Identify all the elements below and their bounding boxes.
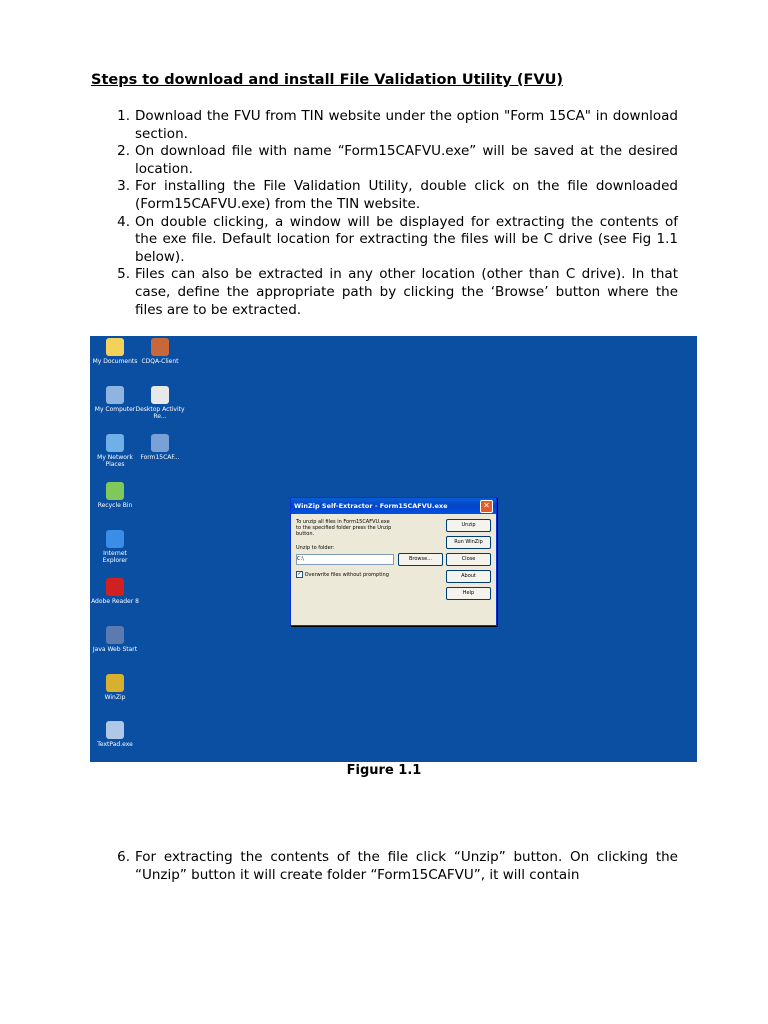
page-heading: Steps to download and install File Validation Utility (FVU): [91, 72, 564, 88]
figure-desktop-screenshot: [90, 336, 697, 762]
step-item: [108, 108, 678, 143]
recycle-bin-icon: [106, 482, 124, 500]
desktop-icon-label: My Network Places: [97, 454, 133, 468]
desktop-icon-my-network-places[interactable]: [90, 434, 140, 468]
desktop-icon-recycle-bin[interactable]: [90, 482, 140, 509]
desktop-icon-cdqa-client[interactable]: [135, 338, 185, 365]
step-text: For extracting the contents of the file click “Unzip” button. On clicking the “Unzip” button it will create folder “Form15CAFVU”, it will contain: [135, 849, 678, 883]
dialog-title: WinZip Self-Extractor - Form15CAFVU.exe: [294, 502, 448, 510]
desktop-icon-label: Form15CAF...: [140, 454, 180, 461]
overwrite-checkbox[interactable]: ✓: [297, 571, 302, 577]
desktop-icon-java-web-start[interactable]: [90, 626, 140, 653]
desktop-icon-label: Adobe Reader 8: [91, 598, 139, 605]
step-item: [108, 143, 678, 178]
desktop-icon-label: My Documents: [92, 358, 138, 365]
step-text: On double clicking, a window will be displayed for extracting the contents of the exe file. Default location for extracting the files will be C drive (see Fig 1.1 below).: [135, 213, 678, 265]
run-winzip-button[interactable]: Run WinZip: [446, 536, 491, 549]
dialog-instructions: To unzip all files in Form15CAFVU.exe to the specified folder press the Unzip button.: [296, 519, 392, 537]
java-icon: [106, 626, 124, 644]
network-icon: [106, 434, 124, 452]
step-number: 6.: [117, 849, 130, 865]
adobe-reader-icon: [106, 578, 124, 596]
my-documents-icon: [106, 338, 124, 356]
cdqa-client-icon: [151, 338, 169, 356]
unzip-folder-input[interactable]: C:\: [296, 554, 394, 565]
winzip-icon: [106, 674, 124, 692]
desktop-icon-winzip[interactable]: [90, 674, 140, 701]
step-item: [108, 178, 678, 213]
desktop-icon-form15caf[interactable]: [135, 434, 185, 461]
step-item: [108, 266, 678, 319]
figure-caption: Figure 1.1: [346, 763, 422, 778]
desktop-icon-label: My Computer: [94, 406, 136, 413]
step-number: 4.: [117, 213, 130, 230]
desktop-icon-my-documents[interactable]: [90, 338, 140, 365]
textpad-icon: [106, 721, 124, 739]
step-text: On download file with name “Form15CAFVU.exe” will be saved at the desired location.: [135, 143, 678, 177]
about-button[interactable]: About: [446, 570, 491, 583]
desktop-icon-label: WinZip: [104, 694, 126, 701]
desktop-icon-desktop-activity[interactable]: [135, 386, 185, 420]
desktop-icon-textpad[interactable]: [90, 721, 140, 748]
desktop-icon-label: TextPad.exe: [97, 741, 133, 748]
close-button[interactable]: Close: [446, 553, 491, 566]
unzip-button[interactable]: Unzip: [446, 519, 491, 532]
my-computer-icon: [106, 386, 124, 404]
step-item: [108, 214, 678, 267]
desktop-icon-internet-explorer[interactable]: [90, 530, 140, 564]
browse-button[interactable]: Browse...: [398, 553, 443, 566]
step-number: 3.: [117, 178, 130, 195]
desktop-icon-label: Java Web Start: [92, 646, 138, 653]
step-number: 2.: [117, 143, 130, 160]
winzip-dialog: [290, 497, 497, 626]
step-number: 5.: [117, 266, 130, 283]
close-icon[interactable]: ✕: [480, 500, 493, 513]
desktop-icon-label: CDQA-Client: [141, 358, 179, 365]
desktop-icon-label: Desktop Activity Re...: [135, 406, 185, 420]
desktop-icon-label: Internet Explorer: [102, 550, 128, 564]
document-icon: [151, 386, 169, 404]
steps-list-continued: [108, 849, 678, 884]
step-item: [108, 849, 678, 884]
exe-file-icon: [151, 434, 169, 452]
unzip-folder-label: Unzip to folder:: [296, 545, 335, 551]
step-text: Files can also be extracted in any other location (other than C drive). In that case, define the appropriate path by clicking the ‘Browse’ button where the files are to be extracted.: [135, 266, 678, 318]
desktop-icon-adobe-reader[interactable]: [90, 578, 140, 605]
desktop-icon-label: Recycle Bin: [97, 502, 133, 509]
desktop-icon-my-computer[interactable]: [90, 386, 140, 413]
internet-explorer-icon: [106, 530, 124, 548]
step-text: For installing the File Validation Utility, double click on the file downloaded (Form15CAFVU.exe) from the TIN website.: [135, 178, 678, 212]
step-text: Download the FVU from TIN website under the option "Form 15CA" in download section.: [135, 108, 678, 142]
help-button[interactable]: Help: [446, 587, 491, 600]
steps-list: [108, 108, 678, 319]
overwrite-checkbox-label: Overwrite files without prompting: [304, 572, 389, 578]
overwrite-checkbox-row[interactable]: [296, 571, 389, 579]
step-number: 1.: [117, 108, 130, 124]
dialog-titlebar: [291, 498, 496, 514]
